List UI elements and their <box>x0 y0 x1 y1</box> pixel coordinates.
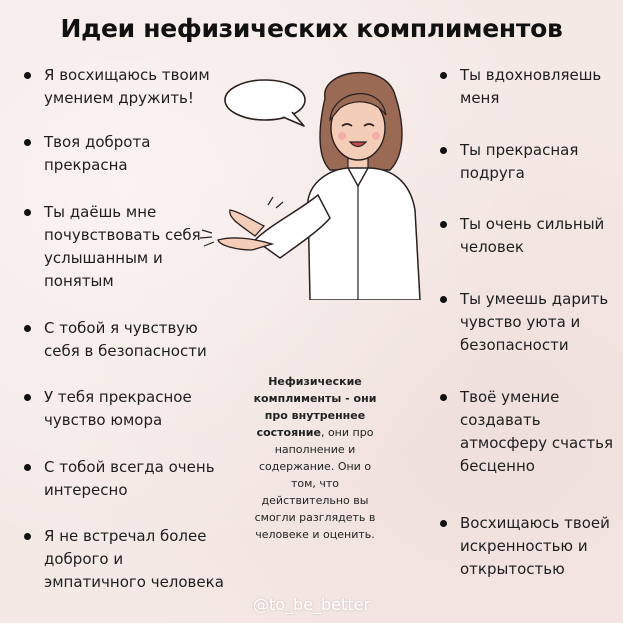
compliment-line: меня <box>460 89 500 107</box>
compliment-line: подруга <box>460 164 525 182</box>
bullet-icon <box>24 533 31 540</box>
compliment-line: создавать <box>460 411 541 429</box>
compliment-item <box>24 131 150 177</box>
compliment-line: У тебя прекрасное <box>44 388 192 406</box>
bullet-icon <box>440 394 447 401</box>
compliment-line: Ты очень сильный <box>460 215 605 233</box>
compliment-line: Я восхищаюсь твоим <box>44 66 210 84</box>
note-bold-line: комплименты - они <box>253 392 377 405</box>
speech-bubble-icon <box>225 80 305 126</box>
bullet-icon <box>440 147 447 154</box>
compliment-item <box>440 288 608 357</box>
compliment-line: атмосферу счастья <box>460 434 614 452</box>
bullet-icon <box>24 394 31 401</box>
compliment-item <box>440 139 578 185</box>
compliment-line: человек <box>460 238 524 256</box>
bullet-icon <box>24 464 31 471</box>
compliment-item <box>24 525 224 594</box>
compliment-line: Я не встречал более <box>44 527 207 545</box>
note-line: смогли разглядеть в <box>254 511 376 524</box>
watermark: @to_be_better <box>252 595 371 614</box>
compliment-line: почувствовать себя <box>44 226 201 244</box>
note-line: , они про <box>320 426 374 439</box>
note-bold-line: Нефизические <box>268 375 362 388</box>
compliment-line: прекрасна <box>44 156 128 174</box>
compliment-line: С тобой я чувствую <box>44 319 198 337</box>
compliment-item <box>24 201 201 293</box>
bullet-icon <box>440 221 447 228</box>
note-line: содержание. Они о <box>258 460 372 473</box>
compliment-line: умением дружить! <box>44 89 194 107</box>
note-bold-line: состояние <box>256 426 321 439</box>
compliment-line: чувство юмора <box>44 411 163 429</box>
compliment-item <box>24 456 215 502</box>
compliment-line: себя в безопасности <box>44 342 207 360</box>
compliment-item <box>24 317 207 363</box>
compliment-item <box>440 386 613 478</box>
compliment-line: бесценно <box>460 457 535 475</box>
compliment-line: понятым <box>44 272 114 290</box>
note-line: человеке и оценить. <box>255 528 375 541</box>
compliment-line: Ты прекрасная <box>460 141 579 159</box>
compliment-line: Ты даёшь мне <box>44 203 157 221</box>
bullet-icon <box>440 296 447 303</box>
note-line: наполнение и <box>274 443 356 456</box>
compliment-line: Твоё умение <box>460 388 560 406</box>
compliment-line: эмпатичного человека <box>44 573 224 591</box>
compliment-line: искренностью и <box>460 537 588 555</box>
compliment-item <box>440 512 610 581</box>
compliment-line: чувство уюта и <box>460 313 581 331</box>
note-bold-line: про внутреннее <box>264 409 366 422</box>
compliment-line: С тобой всегда очень <box>44 458 215 476</box>
explanatory-note <box>240 373 390 543</box>
bullet-icon <box>24 72 31 79</box>
bullet-icon <box>24 209 31 216</box>
compliment-line: Ты вдохновляешь <box>460 66 602 84</box>
compliment-line: Твоя доброта <box>44 133 151 151</box>
compliment-line: открытостью <box>460 560 565 578</box>
compliment-line: Ты умеешь дарить <box>460 290 609 308</box>
bullet-icon <box>24 139 31 146</box>
compliment-item <box>440 64 601 110</box>
page-title: Идеи нефизических комплиментов <box>60 14 563 43</box>
note-line: том, что <box>290 477 340 490</box>
bullet-icon <box>440 520 447 527</box>
compliment-line: Восхищаюсь твоей <box>460 514 610 532</box>
compliment-item <box>24 386 192 432</box>
compliment-item <box>440 213 604 259</box>
note-line: действительно вы <box>261 494 369 507</box>
compliment-line: услышанным и <box>44 249 163 267</box>
compliment-line: доброго и <box>44 550 124 568</box>
bullet-icon <box>24 325 31 332</box>
bullet-icon <box>440 72 447 79</box>
compliment-line: интересно <box>44 481 128 499</box>
woman-illustration <box>180 60 440 300</box>
compliment-line: безопасности <box>460 336 569 354</box>
